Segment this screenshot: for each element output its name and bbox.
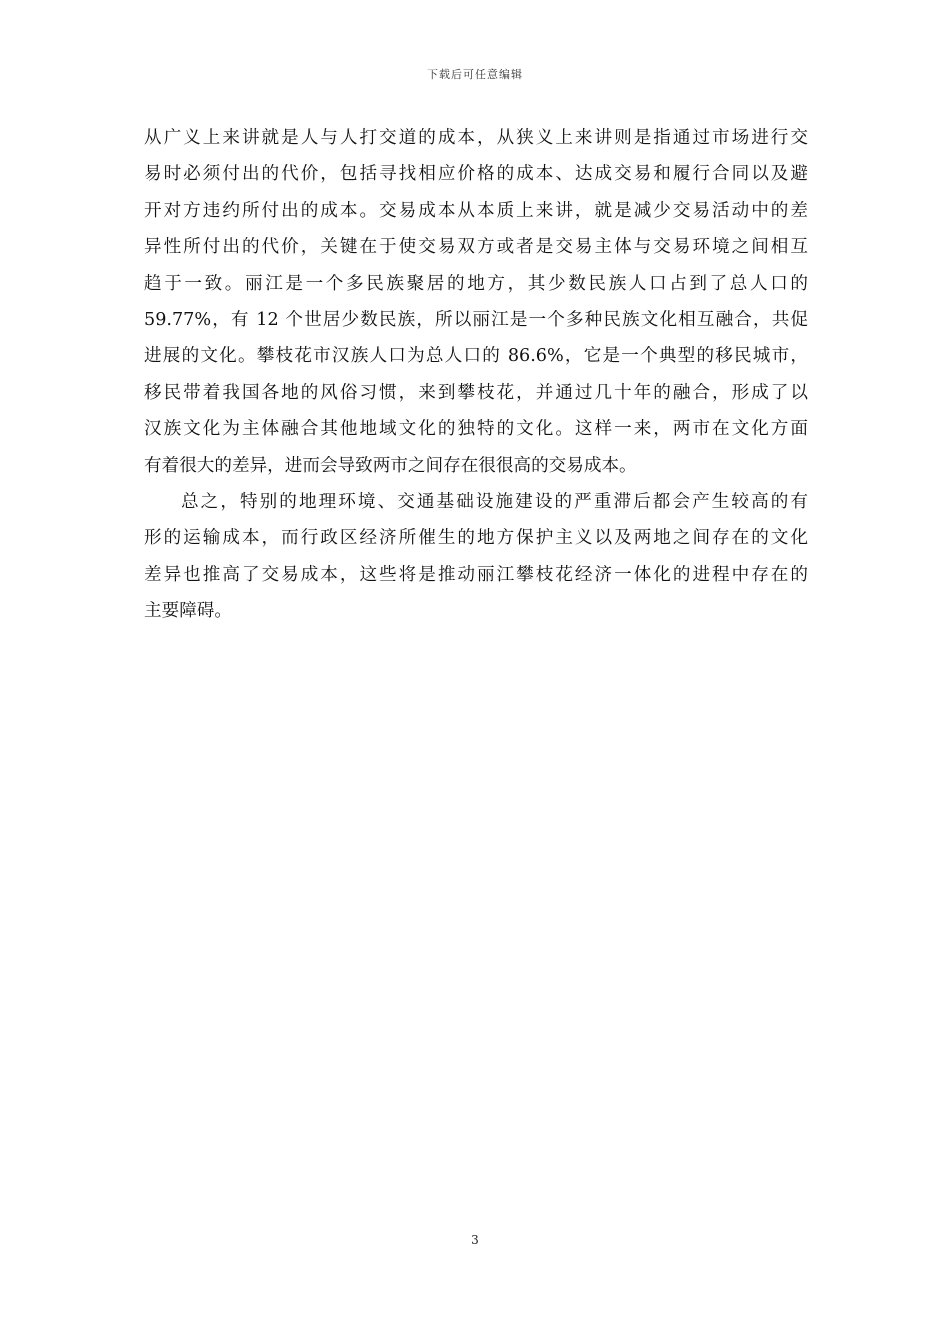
paragraph-1: [144, 120, 808, 484]
page-header: 下载后可任意编辑: [427, 68, 523, 81]
text-line: 形的运输成本，而行政区经济所催生的地方保护主义以及两地之间存在的文化: [144, 528, 808, 549]
text-line: 差异也推高了交易成本，这些将是推动丽江攀枝花经济一体化的进程中存在的: [144, 564, 808, 585]
text-line: 总之，特别的地理环境、交通基础设施建设的严重滞后都会产生较高的有: [181, 491, 808, 512]
text-line: 开对方违约所付出的成本。交易成本从本质上来讲，就是减少交易活动中的差: [144, 200, 808, 221]
text-line: 进展的文化。攀枝花市汉族人口为总人口的 86.6%，它是一个典型的移民城市，: [144, 346, 808, 367]
document-body: [144, 120, 808, 629]
paragraph-2: [144, 484, 808, 630]
page-number: 3: [471, 1233, 479, 1247]
text-line: 易时必须付出的代价，包括寻找相应价格的成本、达成交易和履行合同以及避: [144, 164, 808, 185]
text-line: 主要障碍。: [144, 601, 232, 622]
text-line: 从广义上来讲就是人与人打交道的成本，从狭义上来讲则是指通过市场进行交: [144, 128, 808, 148]
text-line: 异性所付出的代价，关键在于使交易双方或者是交易主体与交易环境之间相互: [144, 237, 808, 258]
text-line: 汉族文化为主体融合其他地域文化的独特的文化。这样一来，两市在文化方面: [144, 419, 808, 440]
text-line: 移民带着我国各地的风俗习惯，来到攀枝花，并通过几十年的融合，形成了以: [144, 382, 808, 403]
text-line: 有着很大的差异，进而会导致两市之间存在很很高的交易成本。: [144, 455, 637, 476]
text-line: 59.77%，有 12 个世居少数民族，所以丽江是一个多种民族文化相互融合，共促: [144, 309, 808, 330]
text-line: 趋于一致。丽江是一个多民族聚居的地方，其少数民族人口占到了总人口的: [144, 273, 808, 294]
